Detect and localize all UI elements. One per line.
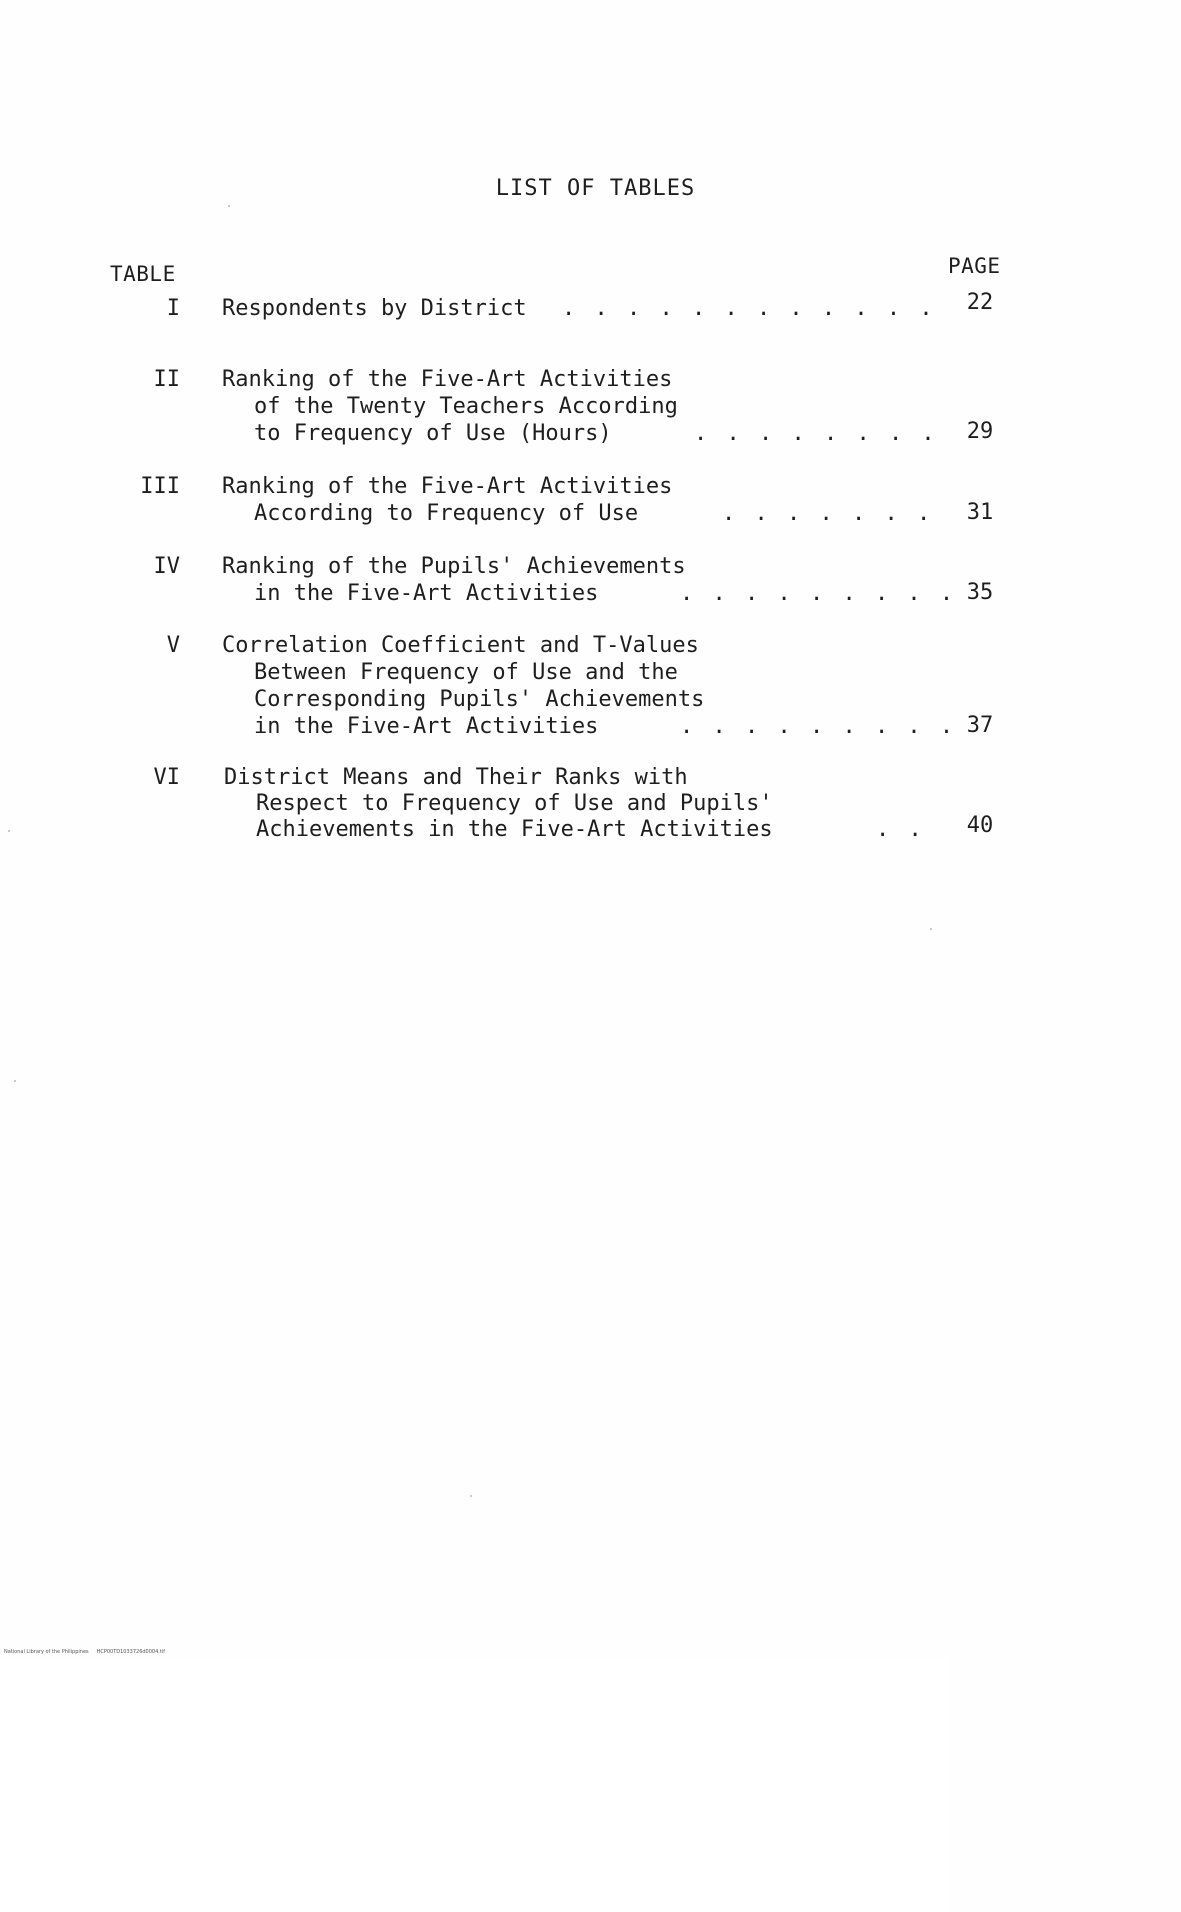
page-number: 29 (966, 419, 994, 444)
table-caption-line: Between Frequency of Use and the (254, 660, 678, 685)
dot-leader: . . (876, 817, 925, 842)
page-number: 31 (966, 500, 994, 525)
table-caption-line: Ranking of the Five-Art Activities (222, 367, 673, 392)
table-number: II (153, 367, 180, 392)
table-number: VI (153, 765, 180, 790)
table-number: IV (153, 554, 180, 579)
table-caption-line: in the Five-Art Activities (254, 714, 599, 739)
table-caption-line: Corresponding Pupils' Achievements (254, 687, 705, 712)
table-column-header: TABLE (110, 262, 176, 286)
dot-leader: . . . . . . . . . . . . (562, 296, 936, 321)
scan-speck (14, 1080, 16, 1082)
table-caption-line: According to Frequency of Use (254, 501, 639, 526)
scan-speck (470, 1495, 472, 1497)
table-caption-line: Correlation Coefficient and T-Values (222, 633, 699, 658)
dot-leader: . . . . . . . (722, 501, 934, 526)
scan-speck (930, 928, 932, 930)
page-number: 37 (966, 713, 994, 738)
dot-leader: . . . . . . . . . (680, 714, 957, 739)
table-number: III (140, 474, 180, 499)
page-column-header: PAGE (948, 254, 1181, 1912)
dot-leader: . . . . . . . . (694, 421, 938, 446)
table-caption-line: Achievements in the Five-Art Activities (256, 817, 773, 842)
table-number: V (166, 633, 180, 658)
table-caption-line: Respondents by District (222, 296, 527, 321)
table-caption-line: District Means and Their Ranks with (224, 765, 688, 790)
table-caption-line: to Frequency of Use (Hours) (254, 421, 612, 446)
page-number: 40 (966, 813, 994, 838)
page-title: LIST OF TABLES (495, 176, 696, 201)
table-caption-line: of the Twenty Teachers According (254, 394, 678, 419)
page-number: 35 (966, 580, 994, 605)
table-number: I (166, 296, 180, 321)
table-caption-line: Ranking of the Pupils' Achievements (222, 554, 686, 579)
table-caption-line: Respect to Frequency of Use and Pupils' (256, 791, 773, 816)
page-number: 22 (966, 290, 994, 315)
table-caption-line: Ranking of the Five-Art Activities (222, 474, 673, 499)
scan-footer: National Library of the Philippines HCP00TD1033726d0004.tif (4, 1649, 165, 1655)
scan-speck (8, 830, 10, 832)
table-caption-line: in the Five-Art Activities (254, 581, 599, 606)
scan-speck (228, 205, 230, 207)
dot-leader: . . . . . . . . . (680, 581, 957, 606)
